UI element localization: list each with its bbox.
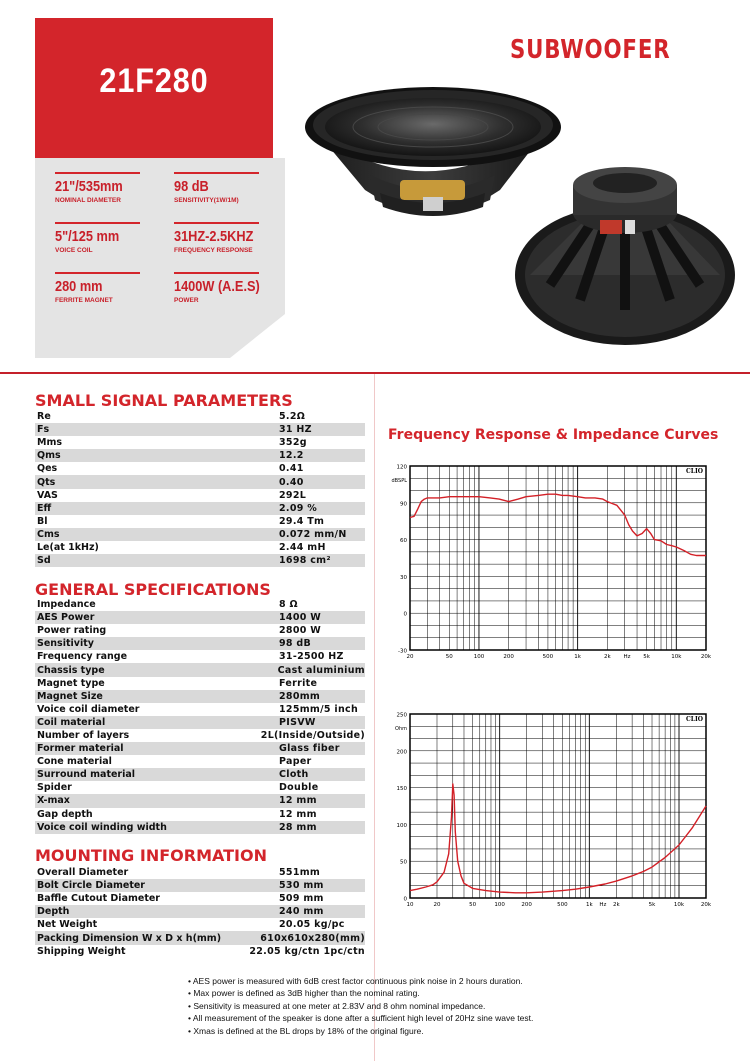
table-row	[35, 502, 365, 515]
table-row	[35, 716, 365, 729]
y-tick-label: 200	[396, 749, 407, 756]
param-value: Glass fiber	[279, 743, 340, 755]
x-tick-label: 10k	[671, 654, 682, 660]
table-row	[35, 918, 365, 931]
spec-sensitivity	[174, 172, 259, 204]
param-name: Bl	[37, 515, 48, 527]
notes-list	[188, 975, 533, 1037]
y-tick-label: 120	[396, 464, 407, 471]
table-row	[35, 945, 365, 958]
param-name: Bolt Circle Diameter	[37, 880, 145, 892]
param-name: Former material	[37, 743, 124, 755]
column-divider	[374, 374, 375, 1061]
param-name: Qts	[37, 476, 56, 488]
param-name: Qes	[37, 463, 58, 475]
y-axis-label: dBSPL	[391, 478, 407, 484]
param-name: Impedance	[37, 599, 96, 611]
x-tick-label: 20k	[700, 654, 712, 660]
x-tick-label: 50	[445, 654, 453, 660]
y-tick-label: 50	[400, 859, 407, 866]
spec-label: SENSITIVITY(1W/1M)	[174, 197, 239, 204]
param-name: Chassis type	[37, 664, 105, 676]
param-name: Overall Diameter	[37, 867, 129, 879]
param-value: 1400 W	[279, 612, 322, 624]
spec-divider	[174, 172, 259, 174]
speaker-photo	[295, 75, 735, 365]
spec-value: 280 mm	[55, 278, 103, 295]
x-tick-label: 200	[521, 902, 532, 908]
param-value: 2800 W	[279, 625, 322, 637]
table-row	[35, 423, 365, 436]
param-name: Qms	[37, 450, 61, 462]
param-name: Power rating	[37, 625, 107, 637]
table-row	[35, 663, 365, 676]
param-name: Magnet type	[37, 677, 105, 689]
spec-value: 5"/125 mm	[55, 228, 120, 245]
y-tick-label: 0	[403, 611, 407, 618]
mounting-table	[35, 866, 365, 958]
spec-value: 31HZ-2.5KHZ	[174, 228, 254, 245]
y-tick-label: -30	[398, 648, 407, 655]
x-tick-label: 500	[557, 902, 568, 908]
spec-ferrite-magnet	[55, 272, 140, 304]
param-name: Eff	[37, 502, 52, 514]
param-value: 125mm/5 inch	[279, 703, 359, 715]
chart-brand: CLIO	[685, 468, 703, 475]
param-name: Mms	[37, 437, 63, 449]
param-value: 31-2500 HZ	[279, 651, 344, 663]
param-value: 1698 cm²	[279, 555, 331, 567]
spec-divider	[55, 222, 140, 224]
param-value: 12 mm	[279, 795, 317, 807]
frequency-response-chart	[380, 460, 710, 670]
note-text: All measurement of the speaker is done after a sufficient high level of 20Hz sine wave test.	[192, 1013, 534, 1024]
param-name: Cms	[37, 528, 60, 540]
table-row	[35, 879, 365, 892]
speaker-rear-icon	[515, 167, 735, 345]
x-tick-label: 1k	[585, 902, 593, 908]
impedance-chart	[380, 708, 710, 913]
param-value: 22.05 kg/ctn 1pc/ctn	[249, 945, 365, 957]
param-value: Paper	[279, 756, 312, 768]
curves-title: Frequency Response & Impedance Curves	[388, 427, 719, 443]
table-row	[35, 528, 365, 541]
spec-nominal-diameter	[55, 172, 140, 204]
table-row	[35, 436, 365, 449]
param-value: 12.2	[279, 450, 304, 462]
mounting-title: MOUNTING INFORMATION	[35, 846, 267, 865]
y-tick-label: 0	[403, 896, 407, 903]
table-row	[35, 462, 365, 475]
param-value: 280mm	[279, 690, 321, 702]
param-name: VAS	[37, 489, 58, 501]
table-row	[35, 821, 365, 834]
note-text: Max power is defined as 3dB higher than the nominal rating.	[193, 988, 420, 999]
general-spec-title: GENERAL SPECIFICATIONS	[35, 580, 271, 599]
param-name: Baffle Cutout Diameter	[37, 893, 160, 905]
param-value: Cloth	[279, 769, 309, 781]
param-value: 0.40	[279, 476, 304, 488]
table-row	[35, 598, 365, 611]
x-tick-label: 1k	[574, 654, 581, 660]
spec-divider	[55, 272, 140, 274]
table-row	[35, 768, 365, 781]
x-tick-label: 10	[406, 902, 414, 908]
param-name: Voice coil winding width	[37, 821, 167, 833]
param-value: 0.072 mm/N	[279, 528, 347, 540]
spec-label: FERRITE MAGNET	[55, 297, 113, 304]
x-tick-label: 5k	[643, 654, 650, 660]
spec-label: NOMINAL DIAMETER	[55, 197, 121, 204]
param-name: Frequency range	[37, 651, 128, 663]
table-row	[35, 794, 365, 807]
param-value: Double	[279, 782, 319, 794]
table-row	[35, 892, 365, 905]
param-value: 530 mm	[279, 880, 324, 892]
table-row	[35, 449, 365, 462]
x-tick-label: 20k	[700, 902, 712, 908]
param-value: 98 dB	[279, 638, 312, 650]
x-tick-label: 10k	[673, 902, 685, 908]
table-row	[35, 703, 365, 716]
spec-frequency-response	[174, 222, 267, 254]
param-name: Magnet Size	[37, 690, 103, 702]
y-tick-label: 250	[396, 712, 407, 719]
param-name: Coil material	[37, 716, 106, 728]
x-tick-label: 20	[433, 902, 441, 908]
spec-value: 21"/535mm	[55, 178, 123, 195]
x-tick-label: 2k	[603, 654, 611, 660]
table-row	[35, 742, 365, 755]
spec-label: VOICE COIL	[55, 247, 93, 254]
x-tick-label: 5k	[648, 902, 656, 908]
table-row	[35, 624, 365, 637]
param-value: 551mm	[279, 867, 321, 879]
param-value: Cast aluminium	[277, 664, 365, 676]
y-tick-label: 60	[400, 538, 407, 545]
x-tick-label: 2k	[612, 902, 620, 908]
spec-divider	[174, 222, 259, 224]
param-name: AES Power	[37, 612, 95, 624]
param-value: 352g	[279, 437, 307, 449]
general-spec-table	[35, 598, 365, 834]
x-tick-label: 200	[503, 654, 514, 660]
small-signal-table	[35, 410, 365, 567]
spec-voice-coil	[55, 222, 140, 254]
param-value: 292L	[279, 489, 307, 501]
param-value: 2.09 %	[279, 502, 318, 514]
param-name: Packing Dimension W x D x h(mm)	[37, 932, 222, 944]
section-divider	[0, 372, 750, 374]
spec-label: POWER	[174, 297, 199, 304]
table-row	[35, 690, 365, 703]
param-value: 2L(Inside/Outside)	[260, 729, 365, 741]
param-value: 31 HZ	[279, 424, 312, 436]
spec-value: 1400W (A.E.S)	[174, 278, 260, 295]
table-row	[35, 489, 365, 502]
model-name: 21F280	[99, 62, 209, 100]
plot-area	[410, 466, 706, 650]
y-tick-label: 90	[400, 501, 407, 508]
y-tick-label: 30	[400, 574, 407, 581]
param-name: Surround material	[37, 769, 136, 781]
category-title: SUBWOOFER	[510, 35, 671, 65]
table-row	[35, 637, 365, 650]
param-value: 5.2Ω	[279, 411, 306, 423]
table-row	[35, 931, 365, 944]
x-tick-label: 20	[406, 654, 414, 660]
param-name: Net Weight	[37, 919, 98, 931]
param-name: X-max	[37, 795, 70, 807]
note-item: • AES power is measured with 6dB crest factor continuous pink noise in 2 hours duration.	[188, 976, 523, 986]
chart-brand: CLIO	[685, 716, 703, 723]
table-row	[35, 755, 365, 768]
param-name: Voice coil diameter	[37, 703, 140, 715]
param-value: 240 mm	[279, 906, 324, 918]
param-value: Ferrite	[279, 677, 318, 689]
param-name: Fs	[37, 424, 50, 436]
y-tick-label: 100	[396, 822, 407, 829]
param-name: Shipping Weight	[37, 945, 126, 957]
spec-value: 98 dB	[174, 178, 209, 195]
x-tick-label: 500	[542, 654, 554, 660]
param-name: Spider	[37, 782, 72, 794]
param-name: Number of layers	[37, 729, 130, 741]
x-tick-label: 100	[494, 902, 505, 908]
spec-label: FREQUENCY RESPONSE	[174, 247, 253, 254]
param-value: 610x610x280(mm)	[260, 932, 365, 944]
param-value: 12 mm	[279, 808, 317, 820]
note-text: Sensitivity is measured at one meter at 2.83V and 8 ohm nominal impedance.	[193, 1000, 486, 1011]
param-value: 2.44 mH	[279, 541, 326, 553]
spec-power	[174, 272, 275, 304]
table-row	[35, 515, 365, 528]
param-value: 8 Ω	[279, 599, 298, 611]
param-value: PISVW	[279, 716, 316, 728]
param-value: 509 mm	[279, 893, 324, 905]
small-signal-title: SMALL SIGNAL PARAMETERS	[35, 391, 293, 410]
x-tick-label: Hz	[599, 902, 607, 908]
y-tick-label: 150	[396, 786, 407, 793]
table-row	[35, 541, 365, 554]
x-tick-label: Hz	[623, 654, 631, 660]
x-tick-label: 50	[469, 902, 477, 908]
param-value: 29.4 Tm	[279, 515, 325, 527]
spec-divider	[55, 172, 140, 174]
note-item: • Xmas is defined at the BL drops by 18% of the original figure.	[188, 1025, 424, 1036]
note-text: AES power is measured with 6dB crest factor continuous pink noise in 2 hours duration.	[192, 976, 523, 986]
table-row	[35, 650, 365, 663]
spec-divider	[174, 272, 259, 274]
param-name: Cone material	[37, 756, 112, 768]
param-value: 20.05 kg/pc	[279, 919, 345, 931]
table-row	[35, 554, 365, 567]
note-text: Xmas is defined at the BL drops by 18% of the original figure.	[193, 1025, 424, 1036]
note-item: • Max power is defined as 3dB higher than the nominal rating.	[188, 988, 420, 999]
param-name: Depth	[37, 906, 70, 918]
table-row	[35, 808, 365, 821]
table-row	[35, 905, 365, 918]
note-item: • Sensitivity is measured at one meter at 2.83V and 8 ohm nominal impedance.	[188, 1000, 486, 1011]
table-row	[35, 729, 365, 742]
param-value: 28 mm	[279, 821, 317, 833]
param-name: Le(at 1kHz)	[37, 541, 99, 553]
table-row	[35, 781, 365, 794]
param-name: Sensitivity	[37, 638, 94, 650]
table-row	[35, 611, 365, 624]
table-row	[35, 410, 365, 423]
table-row	[35, 677, 365, 690]
y-axis-label: Ohm	[395, 726, 407, 732]
param-name: Re	[37, 411, 51, 423]
x-tick-label: 100	[473, 654, 485, 660]
table-row	[35, 866, 365, 879]
speaker-front-icon	[305, 87, 561, 216]
param-name: Gap depth	[37, 808, 93, 820]
table-row	[35, 475, 365, 488]
note-item: • All measurement of the speaker is done after a sufficient high level of 20Hz sine wave test.	[188, 1013, 534, 1024]
param-name: Sd	[37, 555, 51, 567]
param-value: 0.41	[279, 463, 304, 475]
